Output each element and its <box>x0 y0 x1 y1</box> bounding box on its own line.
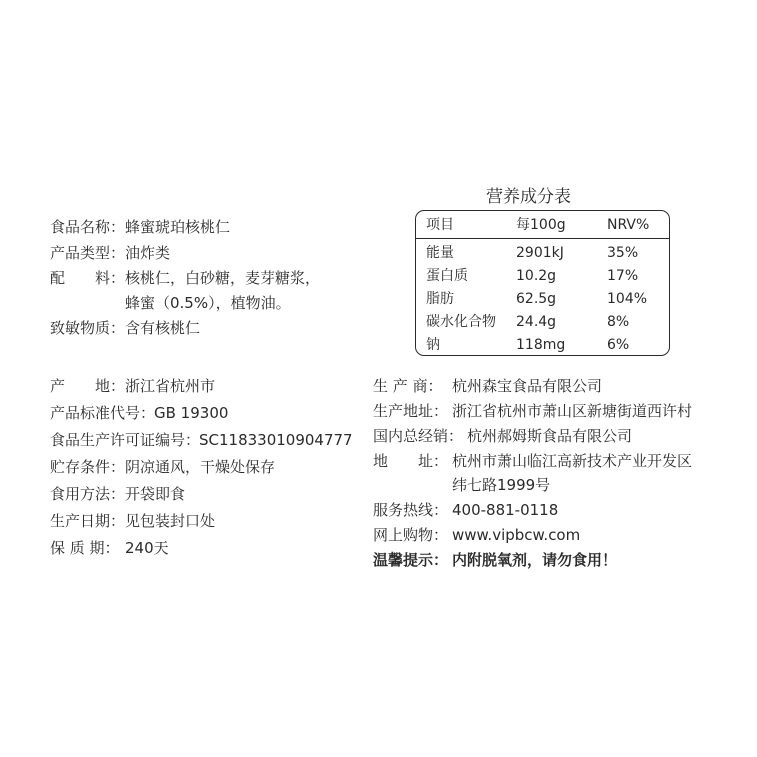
product-type-label: 产品类型： <box>50 244 126 262</box>
warning-value: 内附脱氧剂，请勿食用！ <box>452 551 618 569</box>
origin-label-part1: 产 <box>50 377 66 395</box>
storage-label: 贮存条件： <box>50 458 126 476</box>
nutrition-row-amount: 118mg <box>516 337 566 353</box>
nutrition-header-divider <box>415 238 670 239</box>
nutrition-row-amount: 10.2g <box>516 268 557 284</box>
nutrition-header-item: 项目 <box>426 217 454 233</box>
nutrition-row-amount: 62.5g <box>516 291 557 307</box>
nutrition-row-name: 碳水化合物 <box>426 314 496 330</box>
allergen-label: 致敏物质： <box>50 319 126 337</box>
food-name-value: 蜂蜜琥珀核桃仁 <box>125 218 231 236</box>
hotline-label: 服务热线： <box>373 501 449 519</box>
ingredients-line-1: 核桃仁，白砂糖，麦芽糖浆， <box>125 269 321 287</box>
production-address-value: 浙江省杭州市萧山区新塘街道西许村 <box>452 402 693 420</box>
online-shop-label: 网上购物： <box>373 526 449 544</box>
nutrition-header-per100g: 每100g <box>516 217 566 233</box>
warning-label: 温馨提示： <box>373 551 449 569</box>
nutrition-row-name: 蛋白质 <box>426 268 468 284</box>
distributor-address-line-2: 纬七路1999号 <box>452 476 551 494</box>
nutrition-row-nrv: 6% <box>607 337 630 353</box>
ingredients-label-part2: 料： <box>95 269 126 287</box>
hotline-value: 400-881-0118 <box>452 501 559 519</box>
shelf-life-value: 240天 <box>125 539 169 557</box>
usage-label: 食用方法： <box>50 485 126 503</box>
standard-label: 产品标准代号： <box>50 404 156 422</box>
nutrition-row-name: 脂肪 <box>426 291 454 307</box>
nutrition-row-nrv: 17% <box>607 268 639 284</box>
distributor-value: 杭州郝姆斯食品有限公司 <box>467 427 633 445</box>
shelf-life-label: 保 质 期： <box>50 539 120 557</box>
nutrition-row-nrv: 8% <box>607 314 630 330</box>
origin-label-part2: 地： <box>95 377 126 395</box>
production-date-value: 见包装封口处 <box>125 512 216 530</box>
nutrition-row-name: 钠 <box>426 337 440 353</box>
producer-value: 杭州森宝食品有限公司 <box>452 377 603 395</box>
storage-value: 阴凉通风，干燥处保存 <box>125 458 276 476</box>
license-value: SC11833010904777 <box>199 431 353 449</box>
ingredients-label-part1: 配 <box>50 269 66 287</box>
producer-label: 生 产 商： <box>373 377 443 395</box>
nutrition-title: 营养成分表 <box>486 187 571 207</box>
usage-value: 开袋即食 <box>125 485 186 503</box>
online-shop-value: www.vipbcw.com <box>452 526 581 544</box>
allergen-value: 含有核桃仁 <box>125 319 201 337</box>
distributor-address-label-part1: 地 <box>373 452 389 470</box>
nutrition-row-nrv: 104% <box>607 291 648 307</box>
production-address-label: 生产地址： <box>373 402 449 420</box>
product-type-value: 油炸类 <box>125 244 171 262</box>
standard-value: GB 19300 <box>154 404 229 422</box>
distributor-address-label-part2: 址： <box>418 452 449 470</box>
nutrition-row-nrv: 35% <box>607 245 639 261</box>
nutrition-row-amount: 2901kJ <box>516 245 564 261</box>
nutrition-header-nrv: NRV% <box>607 217 650 233</box>
nutrition-row-amount: 24.4g <box>516 314 557 330</box>
origin-value: 浙江省杭州市 <box>125 377 216 395</box>
nutrition-row-name: 能量 <box>426 245 454 261</box>
ingredients-line-2: 蜂蜜（0.5%），植物油。 <box>125 294 291 312</box>
distributor-address-line-1: 杭州市萧山临江高新技术产业开发区 <box>452 452 693 470</box>
production-date-label: 生产日期： <box>50 512 126 530</box>
distributor-label: 国内总经销： <box>373 427 464 445</box>
license-label: 食品生产许可证编号： <box>50 431 201 449</box>
food-name-label: 食品名称： <box>50 218 126 236</box>
